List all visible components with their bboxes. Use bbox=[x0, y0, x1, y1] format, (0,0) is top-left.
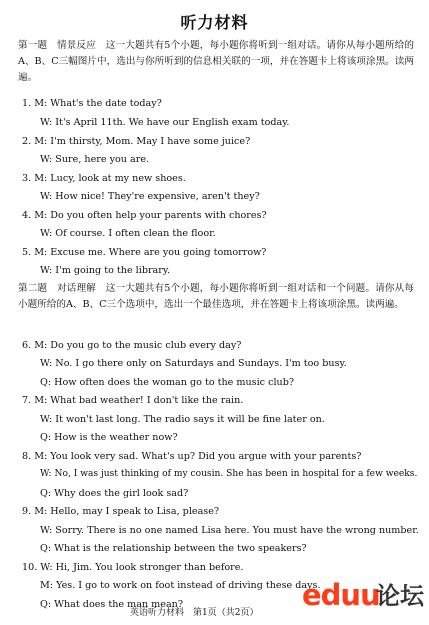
transcript-line: 9. M: Hello, may I speak to Lisa, please? bbox=[22, 506, 220, 517]
transcript-line: Q: How often does the woman go to the music club? bbox=[40, 377, 295, 388]
transcript-line: Q: What does the man mean? bbox=[40, 599, 184, 610]
transcript-line: 10. W: Hi, Jim. You look stronger than before. bbox=[22, 562, 244, 573]
transcript-line: W: It's April 11th. We have our English exam today. bbox=[40, 117, 290, 128]
transcript-line: 6. M: Do you go to the music club every day? bbox=[22, 340, 242, 351]
transcript-line: 5. M: Excuse me. Where are you going tomorrow? bbox=[22, 247, 267, 258]
transcript-line: W: No. I go there only on Saturdays and Sundays. I'm too busy. bbox=[40, 358, 347, 369]
transcript-line: W: I'm going to the library. bbox=[40, 265, 171, 276]
transcript-line: W: Sure, here you are. bbox=[40, 154, 150, 165]
transcript-line: W: Sorry. There is no one named Lisa here. You must have the wrong number. bbox=[40, 525, 419, 536]
transcript-line: 4. M: Do you often help your parents with chores? bbox=[22, 210, 267, 221]
transcript-line: W: How nice! They're expensive, aren't they? bbox=[40, 191, 260, 202]
transcript-line: 1. M: What's the date today? bbox=[22, 98, 162, 109]
logo-brand-text: eduu bbox=[302, 578, 380, 612]
transcript-line: W: No, I was just thinking of my cousin. She has been in hospital for a few weeks. bbox=[40, 469, 418, 479]
transcript-line: 2. M: I'm thirsty, Mom. May I have some juice? bbox=[22, 136, 251, 147]
transcript-line: Q: Why does the girl look sad? bbox=[40, 488, 189, 499]
transcript-line: W: Of course. I often clean the floor. bbox=[40, 228, 216, 239]
transcript-line: 7. M: What bad weather! I don't like the rain. bbox=[22, 395, 244, 406]
transcript-line: 8. M: You look very sad. What's up? Did you argue with your parents? bbox=[22, 451, 362, 462]
eduu-logo bbox=[300, 574, 425, 614]
transcript-line: M: Yes. I go to work on foot instead of driving these days. bbox=[40, 580, 321, 591]
transcript-line: Q: How is the weather now? bbox=[40, 432, 178, 443]
transcript-line: Q: What is the relationship between the two speakers? bbox=[40, 543, 307, 554]
section-1-instructions: 第一题 情景反应 这一大题共有5个小题，每小题你将听到一组对话。请你从每小题所给的A、B、C三幅图片中，选出与你所听到的信息相关联的一项，并在答题卡上将该项涂黑。读两遍。 bbox=[18, 40, 414, 83]
logo-cn-text: 论坛 bbox=[376, 582, 424, 610]
section-2-instructions: 第二题 对话理解 这一大题共有5个小题，每小题你将听到一组对话和一个问题。请你从每小题所给的A、B、C三个选项中，选出一个最佳选项，并在答题卡上将该项涂黑。读两遍。 bbox=[18, 283, 414, 310]
page-footer: 英语听力材料 第1页（共2页） bbox=[130, 608, 259, 618]
page-title: 听力材料 bbox=[180, 13, 249, 32]
transcript-line: 3. M: Lucy, look at my new shoes. bbox=[22, 173, 186, 184]
transcript-line: W: It won't last long. The radio says it will be fine later on. bbox=[40, 414, 325, 425]
